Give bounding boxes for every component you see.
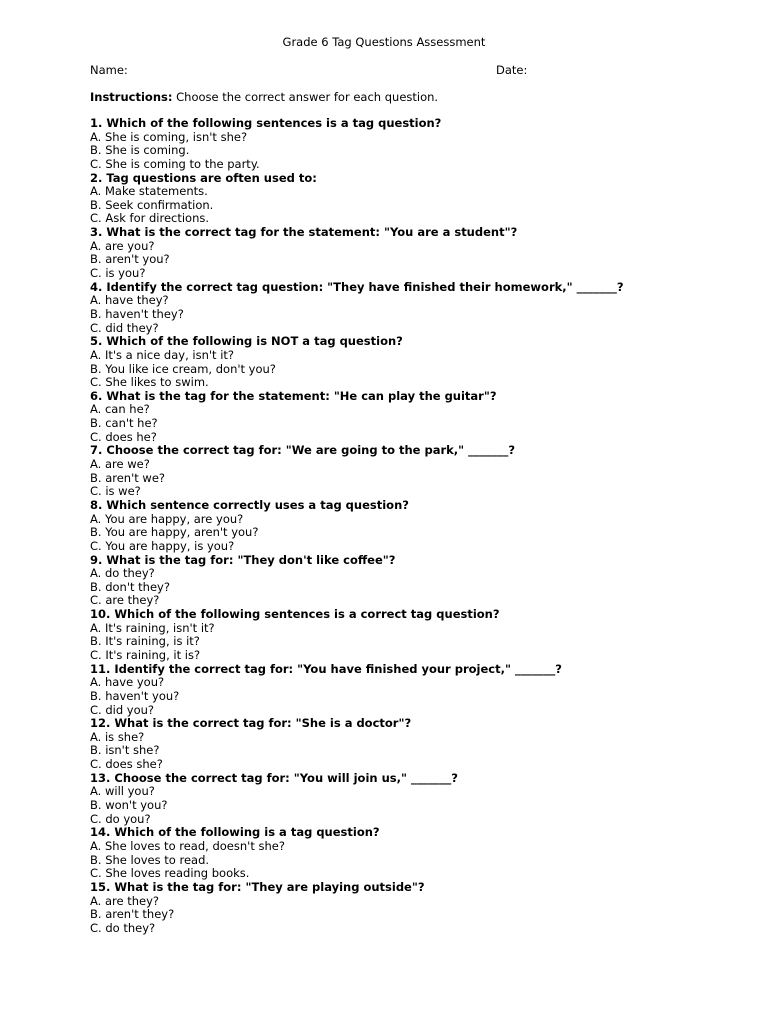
answer-option: B. She loves to read. xyxy=(90,852,210,867)
question-text: 12. What is the correct tag for: "She is a doctor"? xyxy=(90,716,412,731)
question-block xyxy=(90,499,710,554)
question-text: 15. What is the tag for: "They are playing outside"? xyxy=(90,879,425,894)
answer-option: C. did they? xyxy=(90,320,159,335)
answer-option: A. is she? xyxy=(90,729,145,744)
answer-option: A. She loves to read, doesn't she? xyxy=(90,838,285,853)
answer-option: B. won't you? xyxy=(90,798,168,813)
answer-option: C. She is coming to the party. xyxy=(90,156,260,171)
question-text: 11. Identify the correct tag for: "You have finished your project," _______? xyxy=(90,661,562,676)
answer-option: B. She is coming. xyxy=(90,143,190,158)
answer-option: C. do they? xyxy=(90,920,156,935)
question-block xyxy=(90,117,710,172)
answer-option: B. aren't we? xyxy=(90,470,165,485)
answer-option: C. You are happy, is you? xyxy=(90,538,235,553)
instructions-label: Instructions: xyxy=(90,90,173,104)
answer-option: B. don't they? xyxy=(90,579,170,594)
question-block xyxy=(90,717,710,772)
answer-option: A. Make statements. xyxy=(90,184,208,199)
document-title: Grade 6 Tag Questions Assessment xyxy=(282,35,486,49)
answer-option: C. does he? xyxy=(90,429,157,444)
answer-option: B. It's raining, is it? xyxy=(90,634,200,649)
answer-option: C. is we? xyxy=(90,484,141,499)
answer-option: C. It's raining, it is? xyxy=(90,647,201,662)
instructions xyxy=(90,90,438,105)
answer-option: B. You like ice cream, don't you? xyxy=(90,361,276,376)
question-block xyxy=(90,554,710,609)
question-block xyxy=(90,335,710,390)
question-text: 8. Which sentence correctly uses a tag question? xyxy=(90,497,409,512)
answer-option: A. You are happy, are you? xyxy=(90,511,244,526)
question-text: 7. Choose the correct tag for: "We are going to the park," _______? xyxy=(90,443,516,458)
instructions-text: Choose the correct answer for each question. xyxy=(172,90,439,104)
answer-option: A. It's a nice day, isn't it? xyxy=(90,347,234,362)
answer-option: A. She is coming, isn't she? xyxy=(90,129,248,144)
question-text: 14. Which of the following is a tag question? xyxy=(90,825,380,840)
question-text: 10. Which of the following sentences is a correct tag question? xyxy=(90,607,500,622)
name-label: Name: xyxy=(90,63,128,77)
question-text: 13. Choose the correct tag for: "You will join us," _______? xyxy=(90,770,458,785)
question-text: 5. Which of the following is NOT a tag question? xyxy=(90,334,403,349)
question-block xyxy=(90,663,710,718)
answer-option: B. isn't she? xyxy=(90,743,160,758)
answer-option: C. did you? xyxy=(90,702,155,717)
answer-option: A. can he? xyxy=(90,402,150,417)
answer-option: C. do you? xyxy=(90,811,151,826)
answer-option: B. haven't you? xyxy=(90,688,180,703)
answer-option: C. She likes to swim. xyxy=(90,375,209,390)
answer-option: B. can't he? xyxy=(90,416,158,431)
question-text: 6. What is the tag for the statement: "He can play the guitar"? xyxy=(90,388,497,403)
answer-option: B. haven't they? xyxy=(90,306,184,321)
answer-option: A. have you? xyxy=(90,675,165,690)
date-label: Date: xyxy=(496,63,528,77)
answer-option: C. does she? xyxy=(90,757,163,772)
answer-option: A. do they? xyxy=(90,566,155,581)
answer-option: A. will you? xyxy=(90,784,155,799)
question-text: 3. What is the correct tag for the statement: "You are a student"? xyxy=(90,225,518,240)
answer-option: A. are we? xyxy=(90,457,150,472)
question-block xyxy=(90,281,710,336)
question-text: 4. Identify the correct tag question: "They have finished their homework," _______? xyxy=(90,279,624,294)
question-block xyxy=(90,608,710,663)
question-text: 2. Tag questions are often used to: xyxy=(90,170,317,185)
question-text: 1. Which of the following sentences is a tag question? xyxy=(90,116,442,130)
answer-option: B. aren't you? xyxy=(90,252,170,267)
answer-option: B. Seek confirmation. xyxy=(90,197,214,212)
answer-option: A. have they? xyxy=(90,293,169,308)
answer-option: A. are you? xyxy=(90,238,155,253)
question-block xyxy=(90,390,710,445)
question-block xyxy=(90,172,710,227)
question-block xyxy=(90,226,710,281)
question-block xyxy=(90,881,710,936)
answer-option: C. She loves reading books. xyxy=(90,866,250,881)
question-list xyxy=(90,117,710,935)
question-text: 9. What is the tag for: "They don't like coffee"? xyxy=(90,552,396,567)
answer-option: B. aren't they? xyxy=(90,907,175,922)
answer-option: C. is you? xyxy=(90,266,146,281)
question-block xyxy=(90,444,710,499)
question-block xyxy=(90,772,710,827)
answer-option: C. are they? xyxy=(90,593,160,608)
answer-option: B. You are happy, aren't you? xyxy=(90,525,259,540)
question-block xyxy=(90,826,710,881)
answer-option: A. It's raining, isn't it? xyxy=(90,620,215,635)
answer-option: C. Ask for directions. xyxy=(90,211,210,226)
answer-option: A. are they? xyxy=(90,893,160,908)
